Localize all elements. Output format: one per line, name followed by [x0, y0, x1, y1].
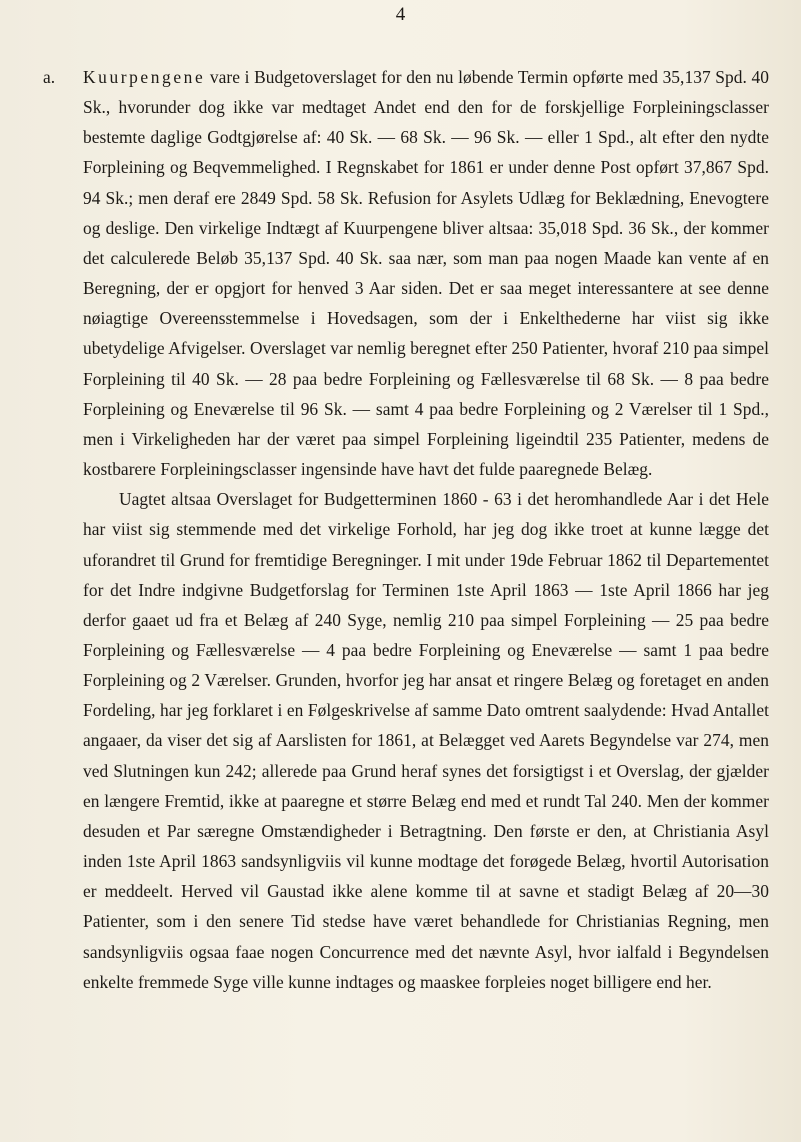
paragraph-lead-word: Kuurpengene	[83, 67, 206, 87]
paragraph-a	[43, 62, 769, 484]
body-text	[43, 62, 769, 997]
paragraph-2: Uagtet altsaa Overslaget for Budgetterminen 1860 - 63 i det heromhandlede Aar i det Hele har viist sig stemmende med det virkelige Forhold, har jeg dog ikke troet at kunne lægge det uforandret til Grund for fremtidige Beregninger. I mit under 19de Februar 1862 til Departementet for det Indre indgivne Budgetforslag for Terminen 1ste April 1863 — 1ste April 1866 har jeg derfor gaaet ud fra et Belæg af 240 Syge, nemlig 210 paa simpel Forpleining — 25 paa bedre Forpleining og Fællesværelse — 4 paa bedre Forpleining og Eneværelse — samt 1 paa bedre Forpleining og 2 Værelser. Grunden, hvorfor jeg har ansat et ringere Belæg og foretaget en anden Fordeling, har jeg forklaret i en Følgeskrivelse af samme Dato omtrent saalydende: Hvad Antallet angaaer, da viser det sig af Aarslisten for 1861, at Belægget ved Aarets Begyndelse var 274, men ved Slutningen kun 242; allerede paa Grund heraf synes det forsigtigst i et Overslag, der gjælder en længere Fremtid, ikke at paaregne et større Belæg end med et rundt Tal 240. Men der kommer desuden et Par særegne Omstændigheder i Betragtning. Den første er den, at Christiania Asyl inden 1ste April 1863 sandsynligviis vil kunne modtage det forøgede Belæg, hvortil Autorisation er meddeelt. Herved vil Gaustad ikke alene komme til at savne et stadigt Belæg af 20—30 Patienter, som i den senere Tid stedse have været behandlede for Christianias Regning, men sandsynligviis ogsaa faae nogen Concurrence med det nævnte Asyl, hvor ialfald i Begyndelsen enkelte fremmede Syge ville kunne indtages og maaskee forpleies noget billigere end her.	[83, 489, 769, 992]
paragraph-label: a.	[43, 67, 56, 87]
paragraph-text: vare i Budgetoverslaget for den nu løbende Termin opførte med 35,137 Spd. 40 Sk., hvorunder dog ikke var medtaget Andet end den for de forskjellige Forpleiningsclasser bestemte daglige Godtgjørelse af: 40 Sk. — 68 Sk. — 96 Sk. — eller 1 Spd., alt efter den nydte Forpleining og Beqvemmelighed. I Regnskabet for 1861 er under denne Post opført 37,867 Spd. 94 Sk.; men deraf ere 2849 Spd. 58 Sk. Refusion for Asylets Udlæg for Beklædning, Enevogtere og deslige. Den virkelige Indtægt af Kuurpengene bliver altsaa: 35,018 Spd. 36 Sk., der kommer det calculerede Beløb 35,137 Spd. 40 Sk. saa nær, som man paa nogen Maade kan vente af en Beregning, der er opgjort for henved 3 Aar siden. Det er saa meget interessantere at see denne nøiagtige Overeensstemmelse i Hovedsagen, som der i Enkelthederne har viist sig ikke ubetydelige Afvigelser. Overslaget var nemlig beregnet efter 250 Patienter, hvoraf 210 paa simpel Forpleining til 40 Sk. — 28 paa bedre Forpleining og Fællesværelse til 68 Sk. — 8 paa bedre Forpleining og Eneværelse til 96 Sk. — samt 4 paa bedre Forpleining og 2 Værelser til 1 Spd., men i Virkeligheden har der været paa simpel Forpleining ligeindtil 235 Patienter, medens de kostbarere Forpleiningsclasser ingensinde have havt det fulde paaregnede Belæg.	[83, 67, 769, 480]
page-number: 4	[395, 4, 406, 25]
